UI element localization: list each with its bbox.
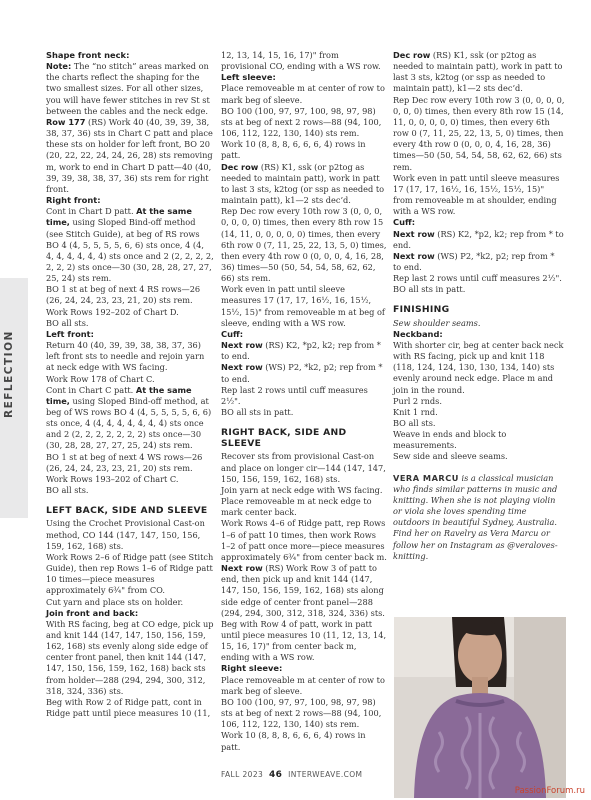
paragraph-text: Beg with Row 4 of patt, work in patt until piece measures 10 (11, 12, 13, 14, 15, 16, 17)" from center back m, ending with a WS row. [221, 618, 387, 663]
paragraph-text: Cont in Chart D patt. [46, 206, 137, 217]
paragraph-text: Weave in ends and block to measurements. [393, 429, 507, 451]
row-label: Row 177 [46, 116, 86, 127]
instruction-paragraph [46, 117, 214, 195]
instruction-paragraph [393, 340, 565, 396]
instruction-paragraph [393, 229, 565, 251]
paragraph-text: (RS) K1, ssk (or p2tog as needed to maintain patt), work in patt to last 3 sts, k2tog (or ssp as needed to maintain patt), k1—2 sts dec’d. [221, 161, 385, 206]
instruction-paragraph [46, 552, 214, 597]
page-footer [221, 770, 362, 780]
paragraph-text: Work 10 (8, 8, 8, 6, 6, 6, 4) rows in patt. [221, 139, 366, 161]
paragraph-text: BO 100 (100, 97, 97, 100, 98, 97, 98) sts at beg of next 2 rows—88 (94, 100, 106, 112, 122, 130, 140) sts rem. [221, 105, 382, 139]
paragraph-text: Work Row 178 of Chart C. [46, 373, 155, 384]
instruction-paragraph [46, 474, 214, 485]
row-label: Dec row [393, 50, 431, 60]
designer-name: VERA MARCU [393, 472, 459, 483]
instruction-paragraph [221, 496, 387, 518]
instruction-paragraph [393, 251, 565, 273]
instruction-paragraph [46, 452, 214, 474]
column-2 [221, 50, 387, 753]
instruction-paragraph [221, 697, 387, 730]
paragraph-text: Place removeable m at neck edge to mark center back. [221, 496, 372, 518]
instruction-italic: Sew shoulder seams. [393, 317, 481, 328]
column-3 [393, 50, 565, 562]
instruction-paragraph [221, 563, 387, 619]
instruction-paragraph [221, 675, 387, 697]
instruction-paragraph [46, 206, 214, 284]
instruction-paragraph [221, 139, 387, 161]
instruction-paragraph [46, 697, 214, 719]
paragraph-text: Cut yarn and place sts on holder. [46, 596, 184, 607]
instruction-paragraph [46, 340, 214, 373]
instruction-paragraph [393, 173, 565, 218]
instruction-paragraph [221, 730, 387, 752]
paragraph-text: BO 1 st at beg of next 4 RS rows—26 (26, 24, 24, 23, 23, 21, 20) sts rem. [46, 284, 201, 306]
instruction-paragraph [221, 284, 387, 329]
bio-text: is a classical musician who finds similar patterns in music and knitting. When she is not playing violin or viola she loves spending time outdoors in beautiful Sydney, Australia. Find her on Ravelry as Vera Marcu or follow her on Instagram as @veralovesknitting. [393, 472, 558, 561]
instruction-paragraph [393, 451, 565, 462]
paragraph-text: Place removeable m at center of row to mark beg of sleeve. [221, 674, 385, 696]
paragraph-text: Knit 1 rnd. [393, 406, 438, 417]
instruction-paragraph [221, 407, 387, 418]
paragraph-text: BO 100 (100, 97, 97, 100, 98, 97, 98) sts at beg of next 2 rows—88 (94, 100, 106, 112, 122, 130, 140) sts rem. [221, 696, 382, 730]
instruction-paragraph [393, 273, 565, 284]
subheading: Join front and back: [46, 607, 139, 618]
paragraph-text: (WS) P2, *k2, p2; rep from * to end. [221, 362, 383, 384]
emphasis-label: At the same time, [46, 206, 192, 228]
instruction-paragraph [46, 597, 214, 608]
row-label: Next row [393, 228, 435, 239]
paragraph-text: Purl 2 rnds. [393, 395, 442, 406]
designer-portrait [394, 617, 566, 798]
instruction-paragraph [221, 518, 387, 563]
paragraph-text: Beg with Row 2 of Ridge patt, cont in Ridge patt until piece measures 10 (11, [46, 696, 211, 719]
instruction-paragraph [221, 362, 387, 384]
paragraph-text: Return 40 (40, 39, 39, 38, 38, 37, 36) left front sts to needle and rejoin yarn at neck edge with WS facing. [46, 340, 205, 373]
instruction-paragraph [46, 518, 214, 551]
instruction-paragraph [221, 83, 387, 105]
paragraph-text: BO all sts. [46, 485, 89, 496]
paragraph-text: The “no stitch” areas marked on the charts reflect the shaping for the two smallest sizes. For all other sizes, you will have fewer stitches in rev St st between the cables and the neck edge. [46, 61, 210, 116]
paragraph-text: Recover sts from provisional Cast-on and place on longer cir—144 (147, 147, 150, 156, 159, 162, 168) sts. [221, 451, 386, 484]
paragraph-text: Rep last 2 rows until cuff measures 2½". [393, 273, 562, 284]
paragraph-text: BO 1 st at beg of next 4 WS rows—26 (26, 24, 24, 23, 23, 21, 20) sts rem. [46, 451, 203, 473]
paragraph-text-cont: using Sloped Bind-off method, at beg of WS rows BO 4 (4, 5, 5, 5, 5, 6, 6) sts once, 4 (4, 4, 4, 4, 4, 4, 4) sts once and 2 (2, 2, 2, 2, 2, 2, 2) sts once—30 (30, 28, 28, 27, 27, 25, 24) sts rem. [46, 395, 212, 451]
instruction-paragraph [221, 206, 387, 284]
instruction-paragraph [221, 106, 387, 139]
footer-issue: FALL 2023 [221, 770, 264, 779]
designer-bio [393, 473, 565, 562]
instruction-paragraph [221, 619, 387, 664]
row-label: Dec row [221, 161, 259, 172]
paragraph-text: Rep Dec row every 10th row 3 (0, 0, 0, 0, 0, 0, 0) times, then every 8th row 15 (14, 11, 0, 0, 0, 0, 0) times, then every 6th row 0 (7, 11, 25, 22, 13, 5, 0) times, then every 4th row 0 (0, 0, 0, 4, 16, 28, 36) times—50 (50, 54, 54, 58, 62, 62, 66) sts rem. [221, 206, 387, 284]
paragraph-text: Work Rows 4–6 of Ridge patt, rep Rows 1–6 of patt 10 times, then work Rows 1–2 of patt once more—piece measures approximately 6¾" from center back m. [221, 518, 387, 562]
subheading: Right front: [46, 195, 101, 206]
paragraph-text: (WS) P2, *k2, p2; rep from * to end. [393, 250, 555, 272]
subheading: Cuff: [393, 217, 416, 228]
paragraph-text: Join yarn at neck edge with WS facing. [221, 484, 383, 495]
paragraph-text: (RS) Work 40 (40, 39, 39, 38, 38, 37, 36) sts in Chart C patt and place these sts on holder for left front, BO 20 (20, 22, 22, 24, 24, 26, 28) sts removing m, work to end in Chart D patt—40 (40, 39, 39, 38, 38, 37, 36) sts rem for right front. [46, 116, 213, 194]
subheading: Shape front neck: [46, 50, 130, 60]
section-heading: LEFT BACK, SIDE AND SLEEVE [46, 505, 208, 517]
instruction-paragraph [46, 374, 214, 385]
instruction-paragraph [393, 95, 565, 173]
instruction-paragraph [46, 485, 214, 496]
paragraph-text-cont: using Sloped Bind-off method (see Stitch Guide), at beg of RS rows BO 4 (4, 5, 5, 5, 5, 6, 6) sts once, 4 (4, 4, 4, 4, 4, 4, 4) sts once and 2 (2, 2, 2, 2, 2, 2, 2) sts once—30 (30, 28, 28, 27, 27, 25, 24) sts rem. [46, 217, 214, 284]
paragraph-text: Using the Crochet Provisional Cast-on method, CO 144 (147, 147, 150, 156, 159, 162, 168) sts. [46, 518, 205, 551]
paragraph-text: (RS) K2, *p2, k2; rep from * to end. [393, 228, 564, 250]
instruction-paragraph [221, 385, 387, 407]
instruction-paragraph [221, 340, 387, 362]
instruction-paragraph [221, 50, 387, 72]
paragraph-text: With RS facing, beg at CO edge, pick up and knit 144 (147, 147, 150, 156, 159, 162, 168) sts evenly along side edge of center front panel, then knit 144 (147, 147, 150, 156, 159, 162, 168) back sts from holder—288 (294, 294, 300, 312, 318, 324, 336) sts. [46, 618, 214, 696]
paragraph-text: Cont in Chart C patt. [46, 384, 136, 395]
instruction-paragraph [393, 429, 565, 451]
paragraph-text: (RS) K1, ssk (or p2tog as needed to maintain patt), work in patt to last 3 sts, k2tog (or ssp as needed to maintain patt), k1—2 sts dec’d. [393, 50, 563, 94]
section-heading: RIGHT BACK, SIDE AND SLEEVE [221, 427, 347, 450]
paragraph-text: Work Rows 193–202 of Chart C. [46, 473, 179, 484]
instruction-paragraph [221, 162, 387, 207]
section-heading: FINISHING [393, 304, 450, 316]
instruction-paragraph [46, 307, 214, 318]
side-tab-label: REFLECTION [3, 330, 15, 418]
designer-photo [394, 617, 566, 798]
paragraph-text: Work Rows 2–6 of Ridge patt (see Stitch Guide), then rep Rows 1–6 of Ridge patt 10 times—piece measures approximately 6¾" from CO. [46, 551, 214, 596]
subheading: Cuff: [221, 328, 244, 339]
paragraph-text: BO all sts. [393, 418, 436, 428]
instruction-paragraph [46, 318, 214, 329]
subheading: Right sleeve: [221, 663, 283, 674]
paragraph-text: Work even in patt until sleeve measures 17 (17, 17, 16½, 16, 15½, 15½, 15)" from removeable m at shoulder, ending with a WS row. [393, 172, 560, 217]
paragraph-text: BO all sts in patt. [393, 284, 466, 295]
instruction-paragraph [393, 284, 565, 295]
instruction-paragraph [393, 50, 565, 95]
row-label: Note: [46, 61, 72, 72]
paragraph-text: BO all sts. [46, 317, 89, 328]
paragraph-text: BO all sts in patt. [221, 407, 294, 417]
paragraph-text: Work even in patt until sleeve measures 17 (17, 17, 16½, 16, 15½, 15½, 15)" from removeable m at beg of sleeve, ending with a WS row. [221, 284, 385, 328]
paragraph-text: 12, 13, 14, 15, 16, 17)" from provisional CO, ending with a WS row. [221, 50, 381, 72]
paragraph-text: Work 10 (8, 8, 8, 6, 6, 6, 4) rows in patt. [221, 730, 366, 752]
row-label: Next row [221, 340, 263, 351]
paragraph-text: Place removeable m at center of row to mark beg of sleeve. [221, 83, 385, 105]
instruction-paragraph [221, 451, 387, 484]
instruction-paragraph [221, 485, 387, 496]
subheading: Left sleeve: [221, 72, 276, 83]
row-label: Next row [221, 362, 263, 373]
paragraph-text: With shorter cir, beg at center back neck with RS facing, pick up and knit 118 (118, 124, 124, 130, 130, 134, 140) sts evenly around neck edge. Place m and join in the round. [393, 339, 564, 395]
instruction-paragraph [393, 396, 565, 407]
watermark: PassionForum.ru [514, 786, 585, 796]
page-number: 46 [268, 770, 283, 780]
paragraph-text: (RS) K2, *p2, k2; rep from * to end. [221, 340, 381, 362]
row-label: Next row [393, 250, 435, 261]
subheading: Left front: [46, 328, 94, 339]
paragraph-text: Sew side and sleeve seams. [393, 451, 508, 462]
instruction-paragraph [393, 418, 565, 429]
paragraph-text: (RS) Work Row 3 of patt to end, then pick up and knit 144 (147, 147, 150, 156, 159, 162, 168) sts along side edge of center front panel—288 (294, 294, 300, 312, 318, 324, 336) sts. [221, 563, 385, 618]
instruction-paragraph [393, 407, 565, 418]
paragraph-text: Rep last 2 rows until cuff measures 2½". [221, 384, 368, 406]
row-label: Next row [221, 563, 263, 574]
subheading: Neckband: [393, 328, 443, 339]
instruction-paragraph [46, 284, 214, 306]
paragraph-text: Work Rows 192–202 of Chart D. [46, 306, 179, 317]
column-1 [46, 50, 214, 719]
instruction-paragraph [46, 619, 214, 697]
instruction-paragraph [46, 385, 214, 452]
instruction-paragraph [46, 61, 214, 117]
paragraph-text: Rep Dec row every 10th row 3 (0, 0, 0, 0, 0, 0, 0) times, then every 8th row 15 (14, 11, 0, 0, 0, 0, 0) times, then every 6th row 0 (7, 11, 25, 22, 13, 5, 0) times, then every 4th row 0 (0, 0, 0, 4, 16, 28, 36) times—50 (50, 54, 54, 58, 62, 62, 66) sts rem. [393, 94, 565, 172]
emphasis-label: At the same time, [46, 384, 192, 406]
footer-site: INTERWEAVE.COM [288, 770, 363, 779]
